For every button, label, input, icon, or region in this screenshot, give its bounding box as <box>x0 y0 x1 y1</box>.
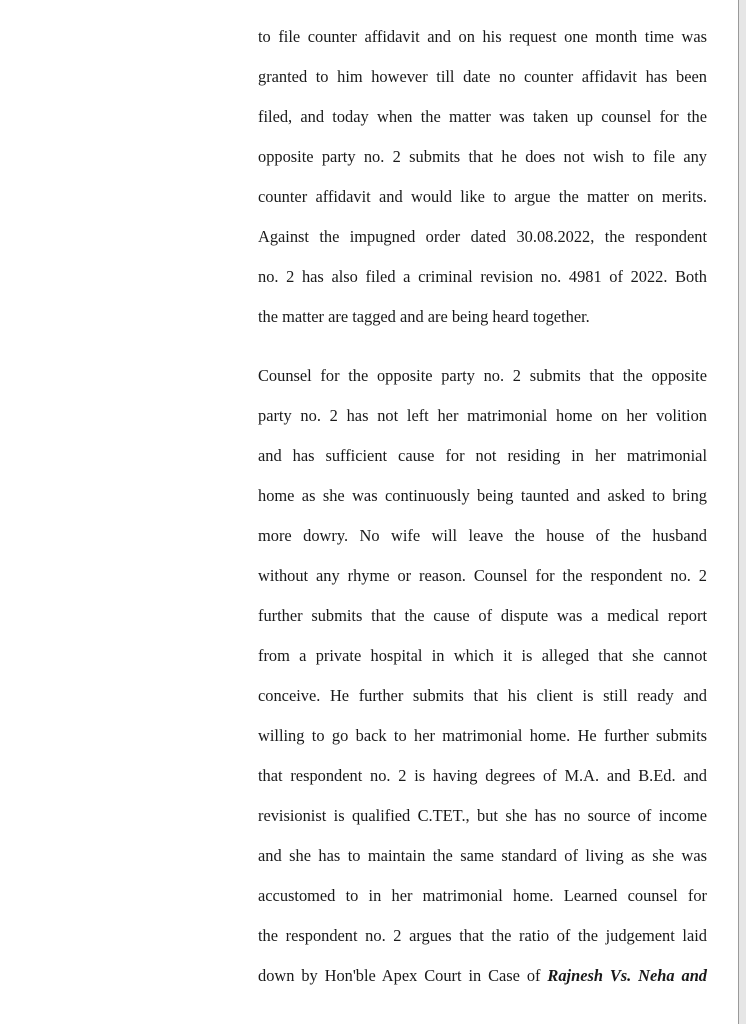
paragraph-line: opposite party no. 2 submits that he does not wish to file any <box>258 147 707 166</box>
paragraph-line: further submits that the cause of dispute was a medical report <box>258 606 707 625</box>
paragraph-1 <box>258 26 707 346</box>
paragraph-line: from a private hospital in which it is alleged that she cannot <box>258 646 707 665</box>
paragraph-line: accustomed to in her matrimonial home. Learned counsel for <box>258 886 707 905</box>
paragraph-line: and she has to maintain the same standard of living as she was <box>258 846 707 865</box>
paragraph-line: granted to him however till date no counter affidavit has been <box>258 67 707 86</box>
paragraph-line: home as she was continuously being taunted and asked to bring <box>258 486 707 505</box>
paragraph-line: Counsel for the opposite party no. 2 submits that the opposite <box>258 366 707 385</box>
paragraph-line: filed, and today when the matter was taken up counsel for the <box>258 107 707 126</box>
viewer-gutter <box>739 0 746 1024</box>
paragraph-line: party no. 2 has not left her matrimonial home on her volition <box>258 406 707 425</box>
paragraph-line: the matter are tagged and are being heard together. <box>258 307 590 326</box>
paragraph-line: more dowry. No wife will leave the house of the husband <box>258 526 707 545</box>
paragraph-line: that respondent no. 2 is having degrees of M.A. and B.Ed. and <box>258 766 707 785</box>
paragraph-line: and has sufficient cause for not residing in her matrimonial <box>258 446 707 465</box>
final-line-text: down by Hon'ble Apex Court in Case of <box>258 966 548 985</box>
paragraph-2 <box>258 365 707 1005</box>
paragraph-line: counter affidavit and would like to argue the matter on merits. <box>258 187 707 206</box>
case-citation: Rajnesh Vs. Neha and <box>547 966 708 985</box>
paragraph-line: willing to go back to her matrimonial home. He further submits <box>258 726 707 745</box>
paragraph-line: no. 2 has also filed a criminal revision no. 4981 of 2022. Both <box>258 267 707 286</box>
paragraph-line: revisionist is qualified C.TET., but she has no source of income <box>258 806 707 825</box>
paragraph-line: Against the impugned order dated 30.08.2022, the respondent <box>258 227 707 246</box>
paragraph-line: to file counter affidavit and on his request one month time was <box>258 27 707 46</box>
paragraph-line: without any rhyme or reason. Counsel for the respondent no. 2 <box>258 566 707 585</box>
paragraph-line: conceive. He further submits that his client is still ready and <box>258 686 707 705</box>
paragraph-line: the respondent no. 2 argues that the ratio of the judgement laid <box>258 926 707 945</box>
paragraph-final-line <box>258 965 707 1005</box>
